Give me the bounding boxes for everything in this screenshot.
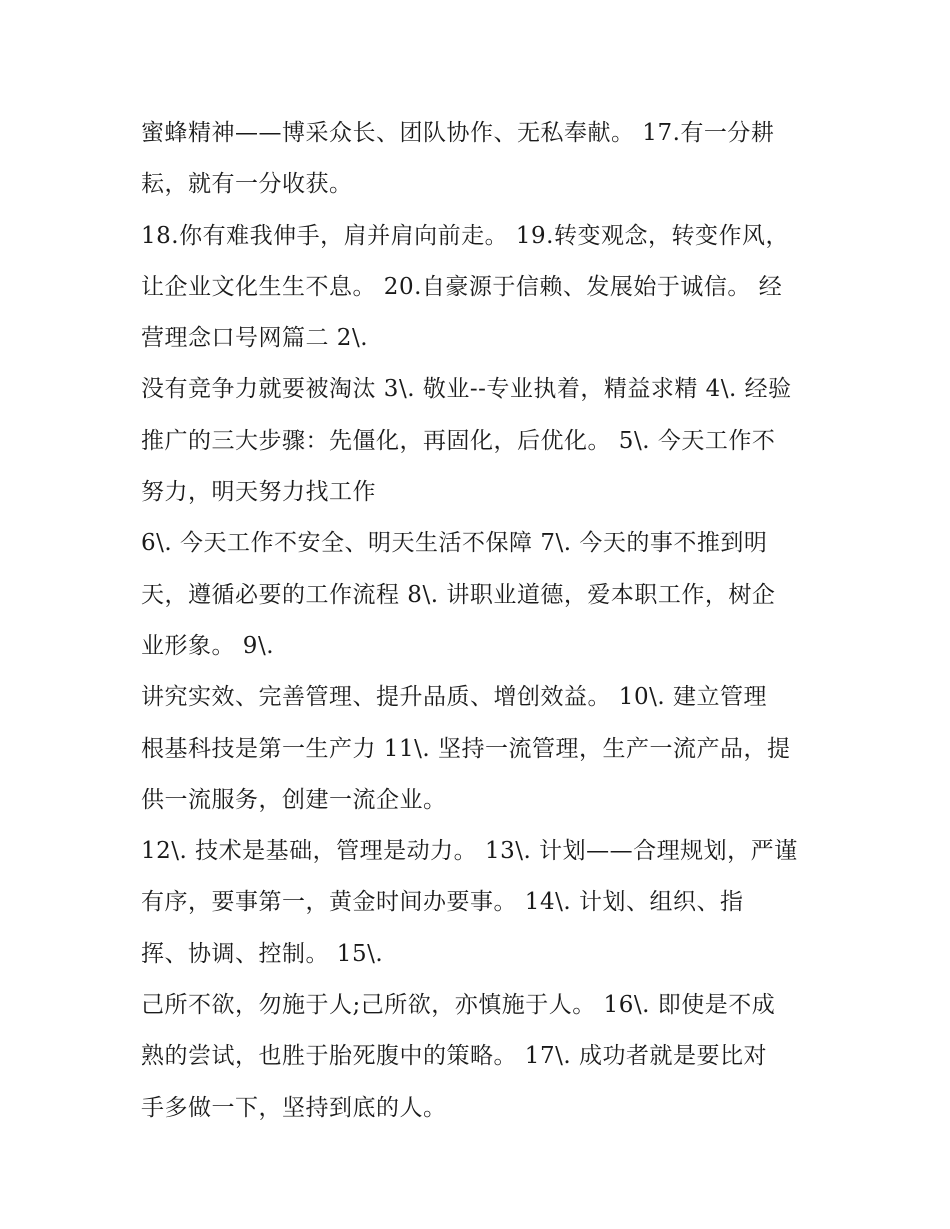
text-line: 熟的尝试，也胜于胎死腹中的策略。 17\. 成功者就是要比对	[141, 1043, 767, 1070]
text-line: 营理念口号网篇二 2\.	[141, 325, 369, 352]
text-line: 讲究实效、完善管理、提升品质、增创效益。 10\. 建立管理	[141, 684, 767, 711]
text-line: 推广的三大步骤：先僵化，再固化，后优化。 5\. 今天工作不	[141, 427, 776, 454]
text-line: 努力，明天努力找工作	[141, 479, 376, 506]
text-line: 耘，就有一分收获。	[141, 171, 353, 198]
text-line: 蜜蜂精神——博采众长、团队协作、无私奉献。 17.有一分耕	[141, 120, 775, 146]
text-line: 供一流服务，创建一流企业。	[141, 786, 447, 813]
text-line: 12\. 技术是基础，管理是动力。 13\. 计划——合理规划，严谨	[141, 838, 798, 865]
text-line: 有序，要事第一，黄金时间办要事。 14\. 计划、组织、指	[141, 889, 744, 916]
text-line: 业形象。 9\.	[141, 632, 275, 659]
body-text	[141, 108, 821, 1134]
text-line: 没有竞争力就要被淘汰 3\. 敬业--专业执着，精益求精 4\. 经验	[141, 376, 792, 403]
text-line: 让企业文化生生不息。 20.自豪源于信赖、发展始于诚信。 经	[141, 273, 783, 300]
text-line: 18.你有难我伸手，肩并肩向前走。 19.转变观念，转变作风，	[141, 222, 789, 249]
text-line: 手多做一下，坚持到底的人。	[141, 1094, 447, 1121]
text-line: 己所不欲，勿施于人;己所欲，亦慎施于人。 16\. 即使是不成	[141, 992, 776, 1019]
text-line: 根基科技是第一生产力 11\. 坚持一流管理，生产一流产品，提	[141, 735, 791, 762]
text-line: 6\. 今天工作不安全、明天生活不保障 7\. 今天的事不推到明	[141, 530, 768, 557]
text-line: 天，遵循必要的工作流程 8\. 讲职业道德，爱本职工作，树企	[141, 581, 776, 608]
text-line: 挥、协调、控制。 15\.	[141, 940, 384, 967]
